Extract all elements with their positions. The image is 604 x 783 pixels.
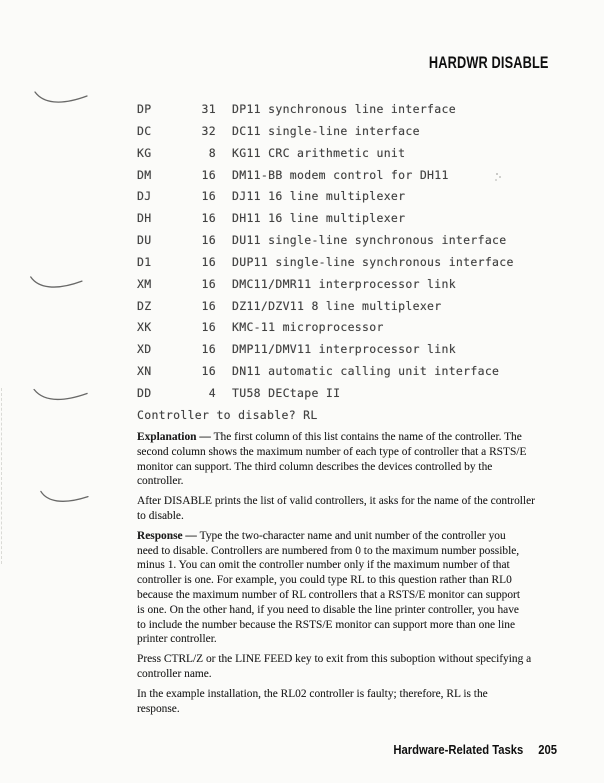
paragraph-line <box>137 529 535 544</box>
controller-name: DM <box>137 167 152 182</box>
paragraph-line: second column shows the maximum number of each type of controller that a RSTS/E <box>137 445 527 458</box>
paragraph-line: is one. On the other hand, if you need to disable the line printer controller, you have <box>137 603 519 616</box>
controller-row <box>137 274 514 296</box>
controller-description: DC11 single-line interface <box>232 123 420 138</box>
paragraph-line: In the example installation, the RL02 controller is faulty; therefore, RL is the <box>137 687 488 700</box>
paragraph-line: printer controller. <box>137 633 217 646</box>
controller-max-count: 16 <box>201 233 216 248</box>
response-paragraph <box>137 529 535 647</box>
example-paragraph <box>137 687 535 717</box>
margin-tick-icon <box>33 88 91 108</box>
controller-max-count: 31 <box>201 102 216 116</box>
paragraph-text: Type the two-character name and unit number of the controller you <box>199 529 506 542</box>
margin-tick-icon <box>38 487 96 508</box>
controller-max-count: 16 <box>201 320 216 335</box>
page-header-title: HARDWR DISABLE <box>429 53 549 72</box>
controller-max-count: 4 <box>208 385 216 400</box>
controller-description: KMC-11 microprocessor <box>232 320 384 335</box>
controller-row <box>137 252 514 274</box>
controller-row <box>137 296 514 318</box>
controller-max-count: 16 <box>201 276 216 291</box>
controller-listing <box>137 99 514 427</box>
controller-row <box>137 339 514 361</box>
controller-name: XK <box>137 320 152 335</box>
controller-description: DP11 synchronous line interface <box>232 102 456 116</box>
scan-edge-artifact <box>1 388 2 564</box>
controller-max-count: 16 <box>201 167 216 182</box>
controller-description: DN11 automatic calling unit interface <box>232 364 500 379</box>
controller-row <box>137 361 514 383</box>
margin-tick-icon <box>32 385 90 406</box>
controller-max-count: 16 <box>201 364 216 379</box>
controller-name: DP <box>137 102 152 116</box>
controller-row <box>137 317 514 339</box>
controller-row <box>137 99 514 121</box>
exit-note-paragraph <box>137 652 535 682</box>
controller-description: TU58 DECtape II <box>232 385 341 400</box>
controller-name: KG <box>137 145 152 160</box>
controller-max-count: 8 <box>208 145 216 160</box>
controller-max-count: 16 <box>201 342 216 357</box>
paragraph-line: controller is one. For example, you could type RL to this question rather than RL0 <box>137 574 512 587</box>
controller-name: DU <box>137 233 152 248</box>
margin-tick-icon <box>29 272 88 294</box>
response-lead: Response — <box>137 529 200 542</box>
controller-max-count: 32 <box>201 123 216 138</box>
controller-description: DM11-BB modem control for DH11 <box>232 167 449 182</box>
controller-description: DZ11/DZV11 8 line multiplexer <box>232 298 442 313</box>
paragraph-line: to disable. <box>137 509 184 522</box>
controller-name: DJ <box>137 189 152 204</box>
paragraph-line: controller name. <box>137 667 212 680</box>
controller-row <box>137 383 514 405</box>
controller-description: DMC11/DMR11 interprocessor link <box>232 276 456 291</box>
controller-name: DC <box>137 123 152 138</box>
controller-name: DH <box>137 211 152 226</box>
controller-name: XD <box>137 342 152 357</box>
controller-name: DD <box>137 385 152 400</box>
body-text <box>137 430 535 721</box>
controller-description: KG11 CRC arithmetic unit <box>232 145 406 160</box>
disable-prompt: Controller to disable? RL <box>137 407 318 422</box>
controller-name: XM <box>137 276 152 291</box>
controller-description: DU11 single-line synchronous interface <box>232 233 507 248</box>
controller-description: DJ11 16 line multiplexer <box>232 189 406 204</box>
explanation-lead: Explanation — <box>137 431 214 443</box>
controller-description: DH11 16 line multiplexer <box>232 211 406 226</box>
paragraph-line: minus 1. You can omit the controller number only if the maximum number of that <box>137 559 510 572</box>
controller-max-count: 16 <box>201 254 216 269</box>
footer-section-title: Hardware-Related Tasks <box>393 742 524 757</box>
paragraph-line: After DISABLE prints the list of valid controllers, it asks for the name of the controller <box>137 495 535 508</box>
paragraph-line: response. <box>137 702 180 715</box>
paragraph-line: because the maximum number of RL controllers that a RSTS/E monitor can support <box>137 588 520 601</box>
controller-row <box>137 230 514 252</box>
controller-description: DUP11 single-line synchronous interface <box>232 254 514 269</box>
controller-row <box>137 121 514 143</box>
controller-row <box>137 186 514 208</box>
controller-name: DZ <box>137 298 152 313</box>
explanation-paragraph <box>137 430 535 489</box>
paragraph-line: controller. <box>137 475 184 488</box>
controller-name: XN <box>137 364 152 379</box>
controller-row <box>137 208 514 230</box>
controller-description: DMP11/DMV11 interprocessor link <box>232 342 456 357</box>
paragraph-line <box>137 430 535 445</box>
controller-row <box>137 165 514 187</box>
controller-max-count: 16 <box>201 211 216 226</box>
page-footer <box>393 742 557 757</box>
after-list-paragraph <box>137 494 535 524</box>
controller-row <box>137 143 514 165</box>
paragraph-line: to include the number because the RSTS/E monitor can support more than one line <box>137 618 516 631</box>
paragraph-line: Press CTRL/Z or the LINE FEED key to exit from this suboption without specifying a <box>137 653 532 666</box>
paragraph-line: need to disable. Controllers are numbered from 0 to the maximum number possible, <box>137 544 520 557</box>
paragraph-text: The first column of this list contains the name of the controller. The <box>213 431 522 443</box>
controller-table <box>137 99 514 405</box>
controller-max-count: 16 <box>201 189 216 204</box>
controller-max-count: 16 <box>201 298 216 313</box>
controller-name: D1 <box>137 254 152 269</box>
footer-page-number: 205 <box>538 742 557 757</box>
paragraph-line: monitor can support. The third column describes the devices controlled by the <box>137 460 493 473</box>
